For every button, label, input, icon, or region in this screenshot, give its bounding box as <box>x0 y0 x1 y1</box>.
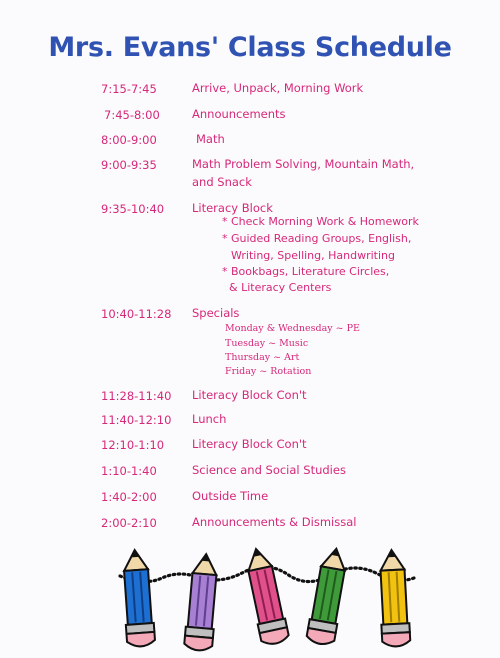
literacy-subitem: * Check Morning Work & Homework <box>222 215 419 228</box>
time-cell: 12:10-1:10 <box>101 438 165 452</box>
time-cell: 2:00-2:10 <box>101 516 157 530</box>
time-cell: 1:10-1:40 <box>101 464 157 478</box>
literacy-subitem: * Bookbags, Literature Circles, <box>222 265 390 278</box>
time-cell: 1:40-2:00 <box>101 490 157 504</box>
literacy-subitem: Writing, Spelling, Handwriting <box>231 249 395 262</box>
literacy-subitem: * Guided Reading Groups, English, <box>222 232 412 245</box>
activity-cell: Literacy Block Con't <box>192 388 307 402</box>
activity-cell: Specials <box>192 306 240 320</box>
specials-subitem: Friday ~ Rotation <box>225 366 312 377</box>
literacy-subitem: & Literacy Centers <box>229 281 332 294</box>
specials-subitem: Thursday ~ Art <box>225 352 300 363</box>
time-cell: 8:00-9:00 <box>101 133 157 147</box>
pencils-garland-icon <box>100 540 430 652</box>
specials-subitem: Tuesday ~ Music <box>225 338 309 349</box>
activity-cell: Math <box>196 132 225 146</box>
time-cell: 7:15-7:45 <box>101 82 157 96</box>
time-cell: 11:40-12:10 <box>101 413 172 427</box>
activity-cell: Literacy Block Con't <box>192 437 307 451</box>
activity-cell: Literacy Block <box>192 201 273 215</box>
pencil-icon <box>184 553 220 652</box>
page-title: Mrs. Evans' Class Schedule <box>48 32 452 63</box>
pencil-icon <box>121 549 156 647</box>
pencil-icon <box>378 549 411 647</box>
pencil-icon <box>306 546 350 646</box>
time-cell: 11:28-11:40 <box>101 389 172 403</box>
specials-subitem: Monday & Wednesday ~ PE <box>225 323 360 334</box>
time-cell: 9:00-9:35 <box>101 158 157 172</box>
activity-cell-continued: and Snack <box>192 175 252 189</box>
activity-cell: Outside Time <box>192 489 269 503</box>
time-cell: 7:45-8:00 <box>104 108 160 122</box>
pencil-icon <box>242 546 289 646</box>
activity-cell: Announcements <box>192 107 286 121</box>
activity-cell: Science and Social Studies <box>192 463 346 477</box>
time-cell: 10:40-11:28 <box>101 307 172 321</box>
activity-cell: Math Problem Solving, Mountain Math, <box>192 157 415 171</box>
time-cell: 9:35-10:40 <box>101 202 165 216</box>
activity-cell: Lunch <box>192 412 227 426</box>
activity-cell: Arrive, Unpack, Morning Work <box>192 81 364 95</box>
activity-cell: Announcements & Dismissal <box>192 515 357 529</box>
